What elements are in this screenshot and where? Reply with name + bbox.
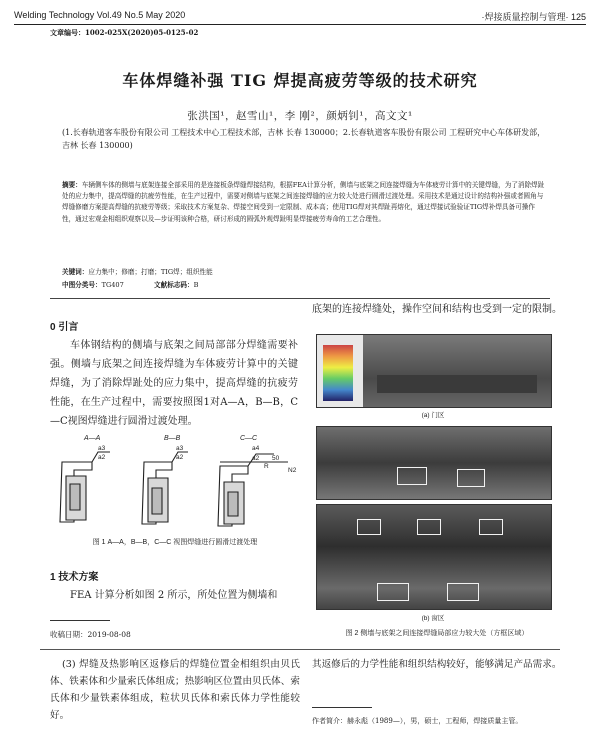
clc-value: TG407 bbox=[101, 281, 124, 289]
label-bb: B—B bbox=[164, 435, 181, 442]
doc-code-value: B bbox=[193, 281, 199, 289]
abstract-label: 摘要： bbox=[62, 181, 82, 189]
label-a2: a2 bbox=[98, 454, 106, 461]
intro-heading: 0 引言 bbox=[50, 322, 79, 333]
label-cc: C—C bbox=[240, 435, 258, 442]
doc-number: 文章编号：1002-025X(2020)05-0125-02 bbox=[50, 28, 199, 37]
keywords-text: 应力集中；修磨；打磨；TIG焊；组织性能 bbox=[88, 268, 213, 276]
label-b2: a2 bbox=[176, 454, 184, 461]
conclusion-continuation: 其返修后的力学性能和组织结构较好，能够满足产品需求。 bbox=[312, 659, 562, 670]
figure-1-caption: 图 1 A—A，B—B，C—C 视图焊缝进行圆滑过渡处理 bbox=[92, 539, 258, 546]
section-1-paragraph: FEA 计算分析如图 2 所示，所处位置为侧墙和 bbox=[70, 590, 278, 601]
figure-1-drawing bbox=[52, 430, 302, 534]
highlight-box bbox=[357, 519, 381, 535]
label-a4: a4 bbox=[252, 445, 260, 452]
subfigure-b-label: (b) 窗区 bbox=[421, 615, 445, 622]
section-1-heading: 1 技术方案 bbox=[50, 572, 99, 583]
highlight-box bbox=[417, 519, 441, 535]
conclusion-item-3: (3) 焊缝及热影响区返修后的焊缝位置金相组织由贝氏体、铁素体和少量索氏体组成；热影响区位置由贝氏体、索氏体和少量铁素体组成，粒状贝氏体和索氏体力学性能较好。 bbox=[50, 659, 300, 721]
page-split-rule bbox=[40, 649, 560, 650]
highlight-box bbox=[447, 583, 479, 601]
label-aa: A—A bbox=[84, 435, 101, 442]
right-top-paragraph: 底架的连接焊缝处，操作空间和结构也受到一定的限制。 bbox=[312, 304, 562, 315]
affiliation: (1.长春轨道客车股份有限公司 工程技术中心工程技术部，吉林 长春 130000；2.长春轨道客车股份有限公司 工程研究中心车体研发部，吉林 长春 130000) bbox=[62, 128, 546, 150]
doc-code-label: 文献标志码： bbox=[154, 281, 194, 289]
bio-rule bbox=[312, 707, 372, 708]
received-date: 收稿日期：2019-08-08 bbox=[50, 630, 131, 639]
authors: 张洪国¹，赵雪山¹，李 刚²，颜炳钊¹，高文文¹ bbox=[187, 110, 413, 122]
paper-title: 车体焊缝补强 TIG 焊提高疲劳等级的技术研究 bbox=[122, 71, 478, 90]
photo-door-area bbox=[316, 426, 552, 500]
abstract bbox=[62, 180, 548, 225]
highlight-box bbox=[397, 467, 427, 485]
section-page: ·焊接质量控制与管理· 125 bbox=[481, 12, 586, 22]
label-a3: a3 bbox=[98, 445, 106, 452]
label-angle: 50 bbox=[272, 455, 280, 462]
abstract-text: 车辆侧车体的侧墙与底架连接全部采用的是连接板条焊缝焊接结构，根据FEA计算分析，侧墙与底架之间连接焊缝为车体疲劳计算中的关键焊缝，为了消除焊趾处的应力集中，提高焊缝的抗疲劳性能，在生产过程中，需要对侧墙与底架之间连接焊缝的应力较大处进行圆滑过渡处理。采用技术是通过设计的结构补强或者圆角与焊缝修磨方案提高焊缝的抗疲劳等级；采取技术方案复杂、焊接空间受到一定限制、成本高；使用TIG焊对其焊趾再熔化，通过焊接试验验证TIG焊补焊具备可操作性，通过宏观金相组织观察以及—步证明该种合格，研讨形成的圆弧外观焊趾明显焊接疲劳寿命的工艺合理性。 bbox=[62, 181, 545, 223]
figure-2-caption: 图 2 侧墙与底架之间连接焊缝局部应力较大处（方框区域） bbox=[345, 630, 529, 637]
keywords bbox=[62, 266, 548, 276]
highlight-box bbox=[377, 583, 409, 601]
intro-paragraph: 车体钢结构的侧墙与底架之间局部部分焊缝需要补强。侧墙与底架之间连接焊缝为车体疲劳计算中的关键焊缝，为了消除焊趾处的应力集中，提高焊缝的抗疲劳性能，在生产过程中，需要按照图1对A—A，B—B，C—C视图焊缝进行圆滑过渡处理。 bbox=[50, 340, 298, 427]
photo-window-area bbox=[316, 504, 552, 610]
clc-label: 中图分类号： bbox=[62, 281, 102, 289]
label-c2: a2 bbox=[252, 455, 260, 462]
classification bbox=[62, 279, 548, 289]
highlight-box bbox=[479, 519, 503, 535]
fea-image-door bbox=[316, 334, 552, 408]
label-n2: N2 bbox=[288, 467, 297, 474]
keywords-label: 关键词： bbox=[62, 268, 89, 276]
running-header bbox=[14, 8, 586, 25]
journal-info: Welding Technology Vol.49 No.5 May 2020 bbox=[14, 10, 186, 20]
author-bio: 作者简介：赫永彪（1989—），男，硕士，工程师，焊接质量主管。 bbox=[312, 717, 523, 725]
footnote-rule bbox=[50, 620, 110, 621]
header-separator bbox=[50, 298, 550, 299]
subfigure-a-label: (a) 门区 bbox=[421, 412, 445, 419]
label-b3: a3 bbox=[176, 445, 184, 452]
label-r: R bbox=[264, 463, 269, 470]
highlight-box bbox=[457, 469, 485, 487]
